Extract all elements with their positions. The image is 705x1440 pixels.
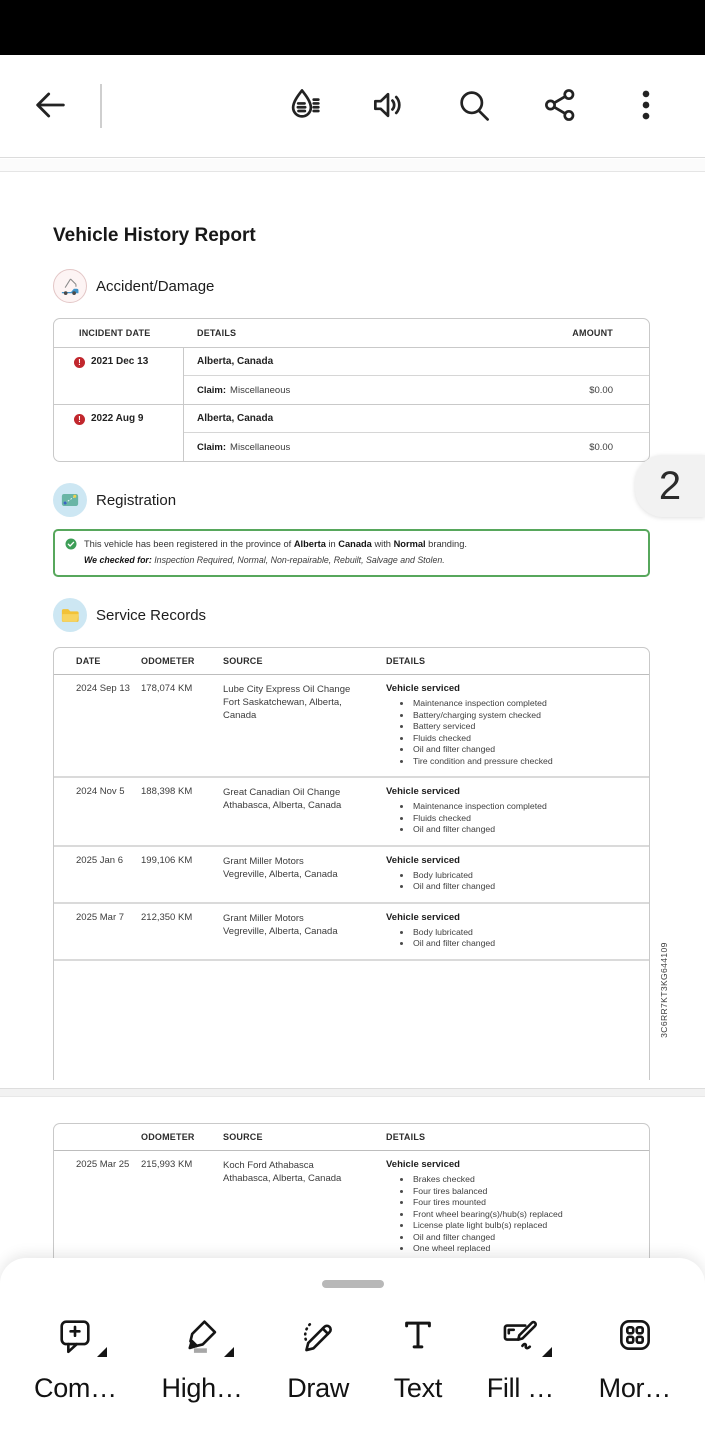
comment-icon [52,1312,98,1358]
service-table-header [54,1124,649,1151]
speaker-icon [369,86,407,127]
registration-section-header [53,483,176,517]
accident-table [53,318,650,462]
incident-date: 2022 Aug 9 [91,413,144,424]
viewer-top-strip [0,159,705,172]
page-break [0,1088,705,1097]
highlighter-icon [179,1312,225,1358]
dropdown-corner-icon [224,1347,234,1357]
highlight-tool-button[interactable]: High… [162,1312,243,1404]
service-section-title: Service Records [96,606,207,624]
accident-row [54,404,649,461]
service-row: 2025 Jan 6 199,106 KM Grant Miller Motors Vegreville, Alberta, Canada Vehicle serviced Body lubricated Oil and filter changed [54,845,649,902]
back-button[interactable] [28,84,72,128]
share-icon [541,86,579,127]
page-number-badge[interactable]: 2 [635,455,705,517]
comment-tool-button[interactable]: Com… [34,1312,117,1404]
annotation-toolbar-sheet [0,1258,705,1440]
overflow-menu-button[interactable] [627,87,665,125]
more-grid-icon [612,1312,658,1358]
check-circle-icon [65,538,77,550]
status-bar [0,0,705,55]
col-date: DATE [76,656,101,666]
alert-icon: ! [74,414,85,425]
col-details: DETAILS [386,656,426,666]
sheet-drag-handle[interactable] [322,1280,384,1288]
registration-checked-for: We checked for: Inspection Required, Normal, Non-repairable, Rebuilt, Salvage and Stolen. [84,555,445,565]
claim-amount: $0.00 [589,384,613,396]
col-details: DETAILS [386,1132,426,1142]
incident-date: 2021 Dec 13 [91,356,149,367]
service-table [53,647,650,1080]
more-tools-button[interactable]: Mor… [599,1312,671,1404]
pdf-page-1[interactable] [0,173,705,1088]
search-button[interactable] [455,87,493,125]
text-tool-button[interactable]: Text [394,1312,442,1404]
dropdown-corner-icon [542,1347,552,1357]
search-icon [455,86,493,127]
service-section-header [53,598,206,632]
draw-tool-button[interactable]: Draw [287,1312,349,1404]
fill-sign-tool-button[interactable]: Fill … [487,1312,554,1404]
service-row: 2025 Mar 25 215,993 KM Koch Ford Athabasca Athabasca, Alberta, Canada Vehicle serviced Brakes checked Four tires balanced Four tires mounted Front wheel bearing(s)/hub(s) replaced License plate light bulb(s) replaced Oil and filter changed One wheel replaced [76,1159,563,1253]
claim-amount: $0.00 [589,441,613,453]
fill-sign-icon [497,1312,543,1358]
incident-claim: Claim: Miscellaneous $0.00 [184,433,649,461]
accident-section-title: Accident/Damage [96,277,215,295]
accident-table-header [54,319,649,347]
col-incident-date: INCIDENT DATE [79,328,151,338]
col-amount: AMOUNT [572,328,613,338]
tow-truck-icon [53,269,87,303]
col-details: DETAILS [197,328,237,338]
registration-statement: This vehicle has been registered in the province of Alberta in Canada with Normal branding. [65,538,648,550]
col-odometer: ODOMETER [141,1132,195,1142]
liquid-mode-icon [283,86,321,127]
alert-icon: ! [74,357,85,368]
incident-claim: Claim: Miscellaneous $0.00 [184,376,649,404]
col-source: SOURCE [223,1132,263,1142]
registration-status-box [53,529,650,577]
service-row: 2025 Mar 7 212,350 KM Grant Miller Motors Vegreville, Alberta, Canada Vehicle serviced Body lubricated Oil and filter changed [54,902,649,959]
vin-sidebar-text: 3C6RR7KT3KG644109 [659,942,669,1038]
incident-location: Alberta, Canada [184,405,649,433]
folder-icon [53,598,87,632]
read-aloud-button[interactable] [369,87,407,125]
toolbar-divider [100,84,102,128]
dropdown-corner-icon [97,1347,107,1357]
registration-section-title: Registration [96,491,177,509]
accident-row [54,347,649,404]
service-row: 2024 Nov 5 188,398 KM Great Canadian Oil Change Athabasca, Alberta, Canada Vehicle serviced Maintenance inspection completed Fluids checked Oil and filter changed [54,776,649,845]
back-arrow-icon [30,85,70,128]
text-icon [395,1312,441,1358]
liquid-mode-button[interactable] [283,87,321,125]
col-odometer: ODOMETER [141,656,195,666]
kebab-menu-icon [627,86,665,127]
share-button[interactable] [541,87,579,125]
report-title: Vehicle History Report [53,225,256,246]
map-icon [53,483,87,517]
service-row: 2024 Sep 13 178,074 KM Lube City Express Oil Change Fort Saskatchewan, Alberta, Canada Vehicle serviced Maintenance inspection completed Battery/charging system checked Battery serviced Fluids checked Oil and filter changed Tire condition and pressure checked [76,683,553,766]
service-table-header [54,648,649,675]
accident-section-header [53,269,214,303]
col-source: SOURCE [223,656,263,666]
service-table-empty-area [54,959,649,1080]
incident-location: Alberta, Canada [184,348,649,376]
top-toolbar [0,55,705,158]
pencil-draw-icon [295,1312,341,1358]
